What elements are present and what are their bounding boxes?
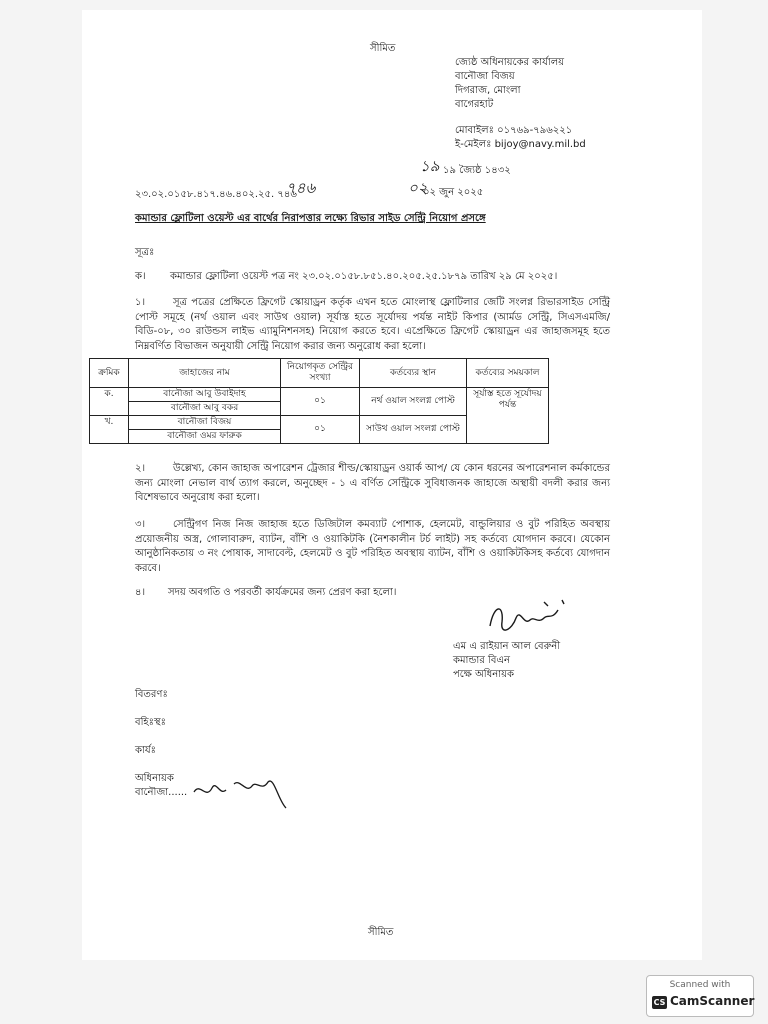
count-cell: ০১ <box>281 388 360 416</box>
distribution-cc-ship: বানৌজা...... <box>135 787 188 798</box>
camscanner-logo-icon: CS <box>653 998 666 1007</box>
date-english: ০২ জুন ২০২৫ <box>423 187 484 198</box>
office-district: বাগেরহাট <box>455 99 494 110</box>
handwritten-day-bangla: ১৯ <box>420 157 440 175</box>
subject-line: কমান্ডার ফ্লোটিলা ওয়েস্ট এর বার্থের নিরাপত্তার লক্ষ্যে রিভার সাইড সেন্ট্রি নিয়োগ প্রসঙ্গে <box>135 213 486 224</box>
office-location: দিগরাজ, মোংলা <box>455 85 521 96</box>
serial-cell: খ. <box>90 416 129 444</box>
duration-cell: সূর্যাস্ত হতে সূর্যোদয় পর্যন্ত <box>467 388 549 444</box>
office-name: জ্যেষ্ঠ অধিনায়কের কার্যালয় <box>455 57 565 68</box>
sentry-table <box>89 358 549 444</box>
para4-text: সদয় অবগতি ও পরবর্তী কার্যক্রমের জন্য প্রেরণ করা হলো। <box>168 587 397 598</box>
handwritten-memo-number: ৭৪৬ <box>286 179 316 197</box>
reference-item-number: ক। <box>135 271 146 282</box>
col-serial: ক্রমিক <box>90 359 129 388</box>
para3-text: সেন্ট্রিগণ নিজ নিজ জাহাজ হতে ডিজিটাল কমব্যাট পোশাক, হেলমেট, বান্ডুলিয়ার ও বুট পরিহিত অবস্থায় প্রয়োজনীয় অস্ত্র, গোলাবারুদ, ব্যাটন, বাঁশি ও ওয়াকিটকি (নৈশকালীন টর্চ লাইট) সহ কর্তব্যে যোগদান করবে। যেকোন আনুষ্ঠানিকতায় ৩ নং পোষাক, সাদাবেল্ট, হেলমেট ও বুট পরিহিত অবস্থায় ব্যাটন, বাঁশি ও ওয়াকিটকিসহ কর্তব্যে যোগদান করবে। <box>135 519 610 574</box>
place-cell: নর্থ ওয়াল সংলগ্ন পোস্ট <box>360 388 467 416</box>
camscanner-badge <box>646 975 754 1017</box>
table-header-row <box>90 359 549 388</box>
para2-text: উল্লেখ্য, কোন জাহাজ অপারেশন ট্রেজার শীল্ড/স্কোয়াড্রন ওয়ার্ক আপ/ যে কোন ধরনের অপারেশনাল কর্মকান্ডের জন্য মোংলা নেভাল বার্থ ত্যাগ করলে, অনুচ্ছেদ - ১ এ বর্ণিত সেন্ট্রিকে সুবিধাজনক জাহাজে অস্থায়ী বদলী করার জন্য বিশেষভাবে অনুরোধ করা হলো। <box>135 463 610 503</box>
distribution-action: কার্যঃ <box>135 745 156 756</box>
distribution-cc-title: অধিনায়ক <box>135 773 174 784</box>
col-duty-place: কর্তব্যের স্থান <box>360 359 467 388</box>
col-ship-name: জাহাজের নাম <box>129 359 281 388</box>
para4-number: ৪। <box>135 587 146 598</box>
reference-text: কমান্ডার ফ্লোটিলা ওয়েস্ট পত্র নং ২৩.০২.০১৫৮.৮৫১.৪০.২০৫.২৫.১৮৭৯ তারিখ ২৯ মে ২০২৫। <box>170 271 558 282</box>
para1-text: সূত্র পত্রের প্রেক্ষিতে ফ্রিগেট স্কোয়াড্রন কর্তৃক এখন হতে মোংলাস্থ ফ্লোটিলার জেটি সংলগ্ন রিভারসাইড সেন্ট্রি পোস্ট সমূহে (নর্থ ওয়াল এবং সাউথ ওয়াল) সূর্যাস্ত হতে সূর্যোদয় পর্যন্ত নাইট কিপার (আর্মড সেন্ট্রি, সিএসএমজি/বিডি-০৮, ৩০ রাউন্ডস লাইভ এ্যামুনিশনসহ) নিয়োগ করতে হবে। এপ্রেক্ষিতে ফ্রিগেট স্কোয়াড্রন এর জাহাজসমূহ হতে নিম্নবর্ণিত বিভাজন অনুযায়ী সেন্ট্রি নিয়োগ করার জন্য অনুরোধ করা হলো। <box>135 297 610 352</box>
receiver-signature <box>190 770 310 810</box>
ship-cell: বানৌজা বিজয় <box>129 416 281 430</box>
serial-cell: ক. <box>90 388 129 416</box>
col-sentry-count: নিয়োগকৃত সেন্ট্রির সংখ্যা <box>281 359 360 388</box>
col-duty-period: কর্তব্যের সময়কাল <box>467 359 549 388</box>
distribution-external: বহিঃস্থঃ <box>135 717 166 728</box>
distribution-label: বিতরণঃ <box>135 689 168 700</box>
place-cell: সাউথ ওয়াল সংলগ্ন পোস্ট <box>360 416 467 444</box>
mobile-number: মোবাইলঃ ০১৭৬৯-৭৯৬২২১ <box>455 125 573 136</box>
signature-scribble <box>482 596 572 642</box>
email-address: ই-মেইলঃ bijoy@navy.mil.bd <box>455 139 586 150</box>
ship-cell: বানৌজা আবু বকর <box>129 402 281 416</box>
scanned-with-label: Scanned with <box>669 980 731 990</box>
table-row <box>90 388 549 402</box>
signatory-name: এম এ রাইয়ান আল বেরুনী <box>453 641 561 652</box>
reference-label: সূত্রঃ <box>135 247 155 258</box>
ship-cell: বানৌজা আবু উবাইদাহ <box>129 388 281 402</box>
signatory-rank: কমান্ডার বিএন <box>453 655 511 666</box>
handwritten-day-english: ০২ <box>408 179 428 197</box>
signatory-role: পক্ষে অধিনায়ক <box>453 669 514 680</box>
para2-number: ২। <box>135 463 146 474</box>
date-bangla: ১৯ জ্যৈষ্ঠ ১৪৩২ <box>443 165 511 176</box>
memo-number: ২৩.০২.০১৫৮.৪১৭.৪৬.৪০২.২৫. ৭৪৬ <box>135 189 297 200</box>
para3-number: ৩। <box>135 519 146 530</box>
para1-number: ১। <box>135 297 146 308</box>
ship-cell: বানৌজা ওমর ফারুক <box>129 430 281 444</box>
ship-name: বানৌজা বিজয় <box>455 71 515 82</box>
camscanner-label: CamScanner <box>670 994 755 1008</box>
classification-top: সীমিত <box>370 43 396 54</box>
count-cell: ০১ <box>281 416 360 444</box>
classification-bottom: সীমিত <box>368 927 394 938</box>
